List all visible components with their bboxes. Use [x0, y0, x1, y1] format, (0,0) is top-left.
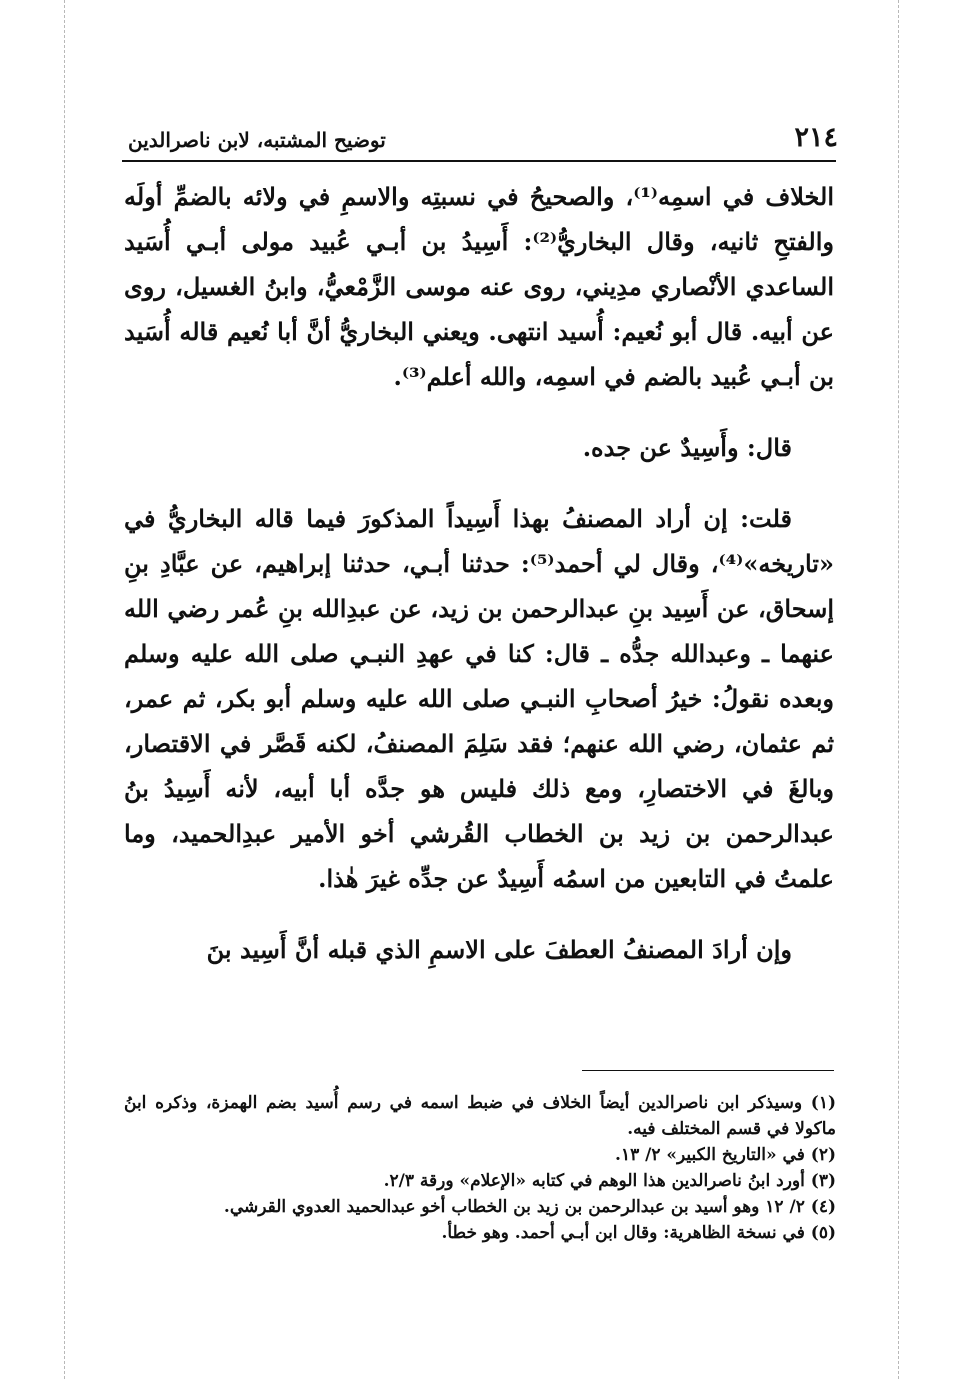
footnote-3: (٣) أورد ابنُ ناصرالدين هذا الوهم في كتابه «الإعلام» ورقة ٢/٣. — [383, 1171, 836, 1191]
running-title: توضيح المشتبه، لابن ناصرالدين — [128, 128, 386, 152]
paragraph-1: الخلاف في اسمِه⁽¹⁾، والصحيحُ في نسبتِه والاسمِ في ولائه بالضمِّ أولَه والفتحِ ثانيه، وقال البخاريُّ⁽²⁾: أَسِيدُ بن أبـي عُبيد مولى أبـي أُسَيد الساعدي الأنْصاري مدِيني، روى عنه موسى الزَّمْعيُّ، وابنُ الغسيل، روى عن أبيه. قال أبو نُعيم: أُسيد انتهى. ويعني البخاريُّ أنَّ أبا نُعيم قاله أُسَيد بن أبـي عُبيد بالضم في اسمِه، والله أعلم⁽³⁾. — [124, 182, 834, 391]
footnotes — [124, 1090, 836, 1246]
footnote-4: (٤) ٢/ ١٢ وهو أسيد بن عبدالرحمن بن زيد بن الخطاب أخو عبدالحميد العدوي القرشي. — [223, 1197, 836, 1217]
footnote-2: (٢) في «التاريخ الكبير» ٢/ ١٣. — [615, 1145, 836, 1165]
header-rule — [122, 160, 836, 162]
footnote-rule — [582, 1070, 834, 1071]
page-number: ٢١٤ — [794, 122, 838, 153]
paragraph-4: وإن أرادَ المصنفُ العطفَ على الاسمِ الذي قبله أنَّ أَسِيد بنَ — [206, 935, 792, 964]
footnote-1: (١) وسيذكر ابن ناصرالدين أيضاً الخلاف في ضبط اسمه في رسم أُسيد بضم الهمزة، وذكره ابنُ ماكولا في قسم المختلف فيه. — [124, 1093, 836, 1139]
scan-edge-line-right — [898, 0, 899, 1379]
footnote-5: (٥) في نسخة الظاهرية: وقال ابن أبـي أحمد. وهو خطأ. — [441, 1223, 836, 1243]
page-header — [128, 122, 838, 158]
scan-edge-line-left — [64, 0, 65, 1379]
main-text — [124, 174, 834, 972]
paragraph-3: قلت: إن أراد المصنفُ بهذا أَسِيداً المذكورَ فيما قاله البخاريُّ في «تاريخه»⁽⁴⁾، وقال لي أحمد⁽⁵⁾: حدثنا أبـي، حدثنا إبراهيم، عن عبَّادِ بنِ إسحاق، عن أَسِيد بنِ عبدالرحمن بن زيد، عن عبدِالله بنِ عُمر رضي الله عنهما ـ وعبدالله جدُّه ـ قال: كنا في عهدِ النبـي صلى الله عليه وسلم وبعده نقولُ: خيرُ أصحابِ النبـي صلى الله عليه وسلم أبو بكر، ثم عمر، ثم عثمان، رضي الله عنهم؛ فقد سَلِمَ المصنفُ، لكنه قَصَّر في الاقتصار، وبالغَ في الاختصارِ، ومع ذلك فليس هو جدَّه أبا أبيه، لأنه أَسِيدُ بنُ عبدالرحمن بن زيد بن الخطاب القُرشي أخو الأمير عبدِالحميد، وما علمتُ في التابعين من اسمُه أَسِيدٌ عن جدِّه غيرَ هٰذا. — [124, 504, 834, 893]
paragraph-2: قال: وأَسِيدٌ عن جده. — [582, 433, 792, 462]
